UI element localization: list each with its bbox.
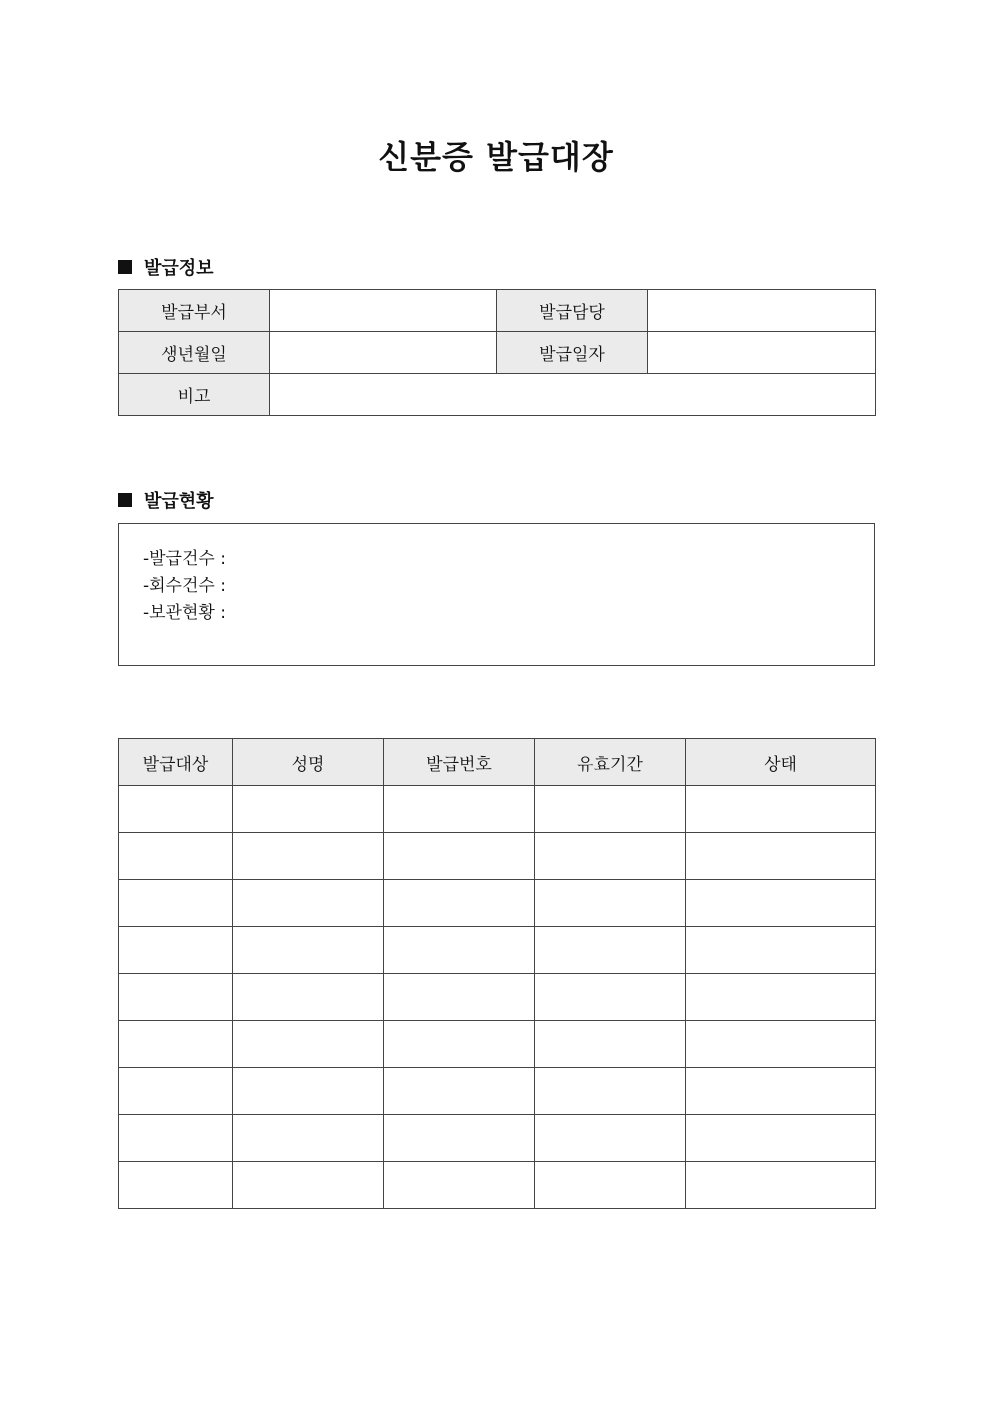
table-cell[interactable] bbox=[119, 927, 233, 974]
table-cell[interactable] bbox=[686, 880, 876, 927]
table-cell[interactable] bbox=[119, 1115, 233, 1162]
label-dept: 발급부서 bbox=[119, 290, 270, 332]
square-bullet-icon bbox=[118, 260, 132, 274]
table-row bbox=[119, 786, 876, 833]
table-cell[interactable] bbox=[233, 1162, 384, 1209]
table-cell[interactable] bbox=[119, 1162, 233, 1209]
table-row bbox=[119, 290, 876, 332]
table-cell[interactable] bbox=[686, 927, 876, 974]
status-storage: -보관현황 : bbox=[143, 603, 226, 623]
column-header: 발급대상 bbox=[119, 739, 233, 786]
table-cell[interactable] bbox=[384, 880, 535, 927]
table-cell[interactable] bbox=[119, 833, 233, 880]
table-row bbox=[119, 974, 876, 1021]
table-cell[interactable] bbox=[535, 1021, 686, 1068]
table-cell[interactable] bbox=[535, 786, 686, 833]
table-row bbox=[119, 332, 876, 374]
table-cell[interactable] bbox=[384, 786, 535, 833]
table-cell[interactable] bbox=[535, 927, 686, 974]
table-cell[interactable] bbox=[535, 880, 686, 927]
table-cell[interactable] bbox=[535, 833, 686, 880]
field-manager[interactable] bbox=[648, 290, 876, 332]
table-row bbox=[119, 880, 876, 927]
table-cell[interactable] bbox=[233, 833, 384, 880]
table-row bbox=[119, 927, 876, 974]
column-header: 유효기간 bbox=[535, 739, 686, 786]
section-heading-issue-info bbox=[118, 254, 214, 280]
field-dept[interactable] bbox=[270, 290, 497, 332]
table-header-row bbox=[119, 739, 876, 786]
table-cell[interactable] bbox=[686, 1068, 876, 1115]
table-cell[interactable] bbox=[233, 1115, 384, 1162]
table-cell[interactable] bbox=[119, 880, 233, 927]
field-note[interactable] bbox=[270, 374, 876, 416]
section-heading-label: 발급현황 bbox=[144, 491, 214, 512]
table-cell[interactable] bbox=[686, 833, 876, 880]
column-header: 성명 bbox=[233, 739, 384, 786]
issue-status-box bbox=[118, 523, 875, 666]
table-cell[interactable] bbox=[233, 927, 384, 974]
table-row bbox=[119, 1021, 876, 1068]
table-cell[interactable] bbox=[119, 974, 233, 1021]
table-row bbox=[119, 833, 876, 880]
section-heading-issue-status bbox=[118, 487, 214, 513]
table-cell[interactable] bbox=[535, 1068, 686, 1115]
column-header: 발급번호 bbox=[384, 739, 535, 786]
table-cell[interactable] bbox=[686, 1115, 876, 1162]
label-birth: 생년월일 bbox=[119, 332, 270, 374]
table-cell[interactable] bbox=[384, 833, 535, 880]
table-cell[interactable] bbox=[686, 786, 876, 833]
table-cell[interactable] bbox=[384, 927, 535, 974]
table-row bbox=[119, 1162, 876, 1209]
table-cell[interactable] bbox=[384, 1068, 535, 1115]
table-row bbox=[119, 1115, 876, 1162]
section-heading-label: 발급정보 bbox=[144, 258, 214, 279]
table-cell[interactable] bbox=[535, 1115, 686, 1162]
table-cell[interactable] bbox=[535, 1162, 686, 1209]
status-returned-count: -회수건수 : bbox=[143, 576, 226, 596]
field-date[interactable] bbox=[648, 332, 876, 374]
table-cell[interactable] bbox=[384, 1162, 535, 1209]
table-cell[interactable] bbox=[233, 880, 384, 927]
table-cell[interactable] bbox=[686, 974, 876, 1021]
register-table bbox=[118, 738, 876, 1209]
table-row bbox=[119, 1068, 876, 1115]
page-title: 신분증 발급대장 bbox=[378, 138, 614, 176]
table-cell[interactable] bbox=[686, 1021, 876, 1068]
table-cell[interactable] bbox=[233, 1021, 384, 1068]
table-cell[interactable] bbox=[233, 1068, 384, 1115]
square-bullet-icon bbox=[118, 493, 132, 507]
issue-info-table bbox=[118, 289, 876, 416]
table-cell[interactable] bbox=[384, 1021, 535, 1068]
table-cell[interactable] bbox=[119, 1021, 233, 1068]
table-cell[interactable] bbox=[233, 786, 384, 833]
register-table-body bbox=[119, 786, 876, 1209]
table-cell[interactable] bbox=[686, 1162, 876, 1209]
field-birth[interactable] bbox=[270, 332, 497, 374]
table-cell[interactable] bbox=[384, 974, 535, 1021]
label-date: 발급일자 bbox=[497, 332, 648, 374]
table-row bbox=[119, 374, 876, 416]
table-cell[interactable] bbox=[384, 1115, 535, 1162]
label-note: 비고 bbox=[119, 374, 270, 416]
table-cell[interactable] bbox=[119, 786, 233, 833]
column-header: 상태 bbox=[686, 739, 876, 786]
label-manager: 발급담당 bbox=[497, 290, 648, 332]
table-cell[interactable] bbox=[233, 974, 384, 1021]
table-cell[interactable] bbox=[119, 1068, 233, 1115]
table-cell[interactable] bbox=[535, 974, 686, 1021]
status-issued-count: -발급건수 : bbox=[143, 549, 226, 569]
